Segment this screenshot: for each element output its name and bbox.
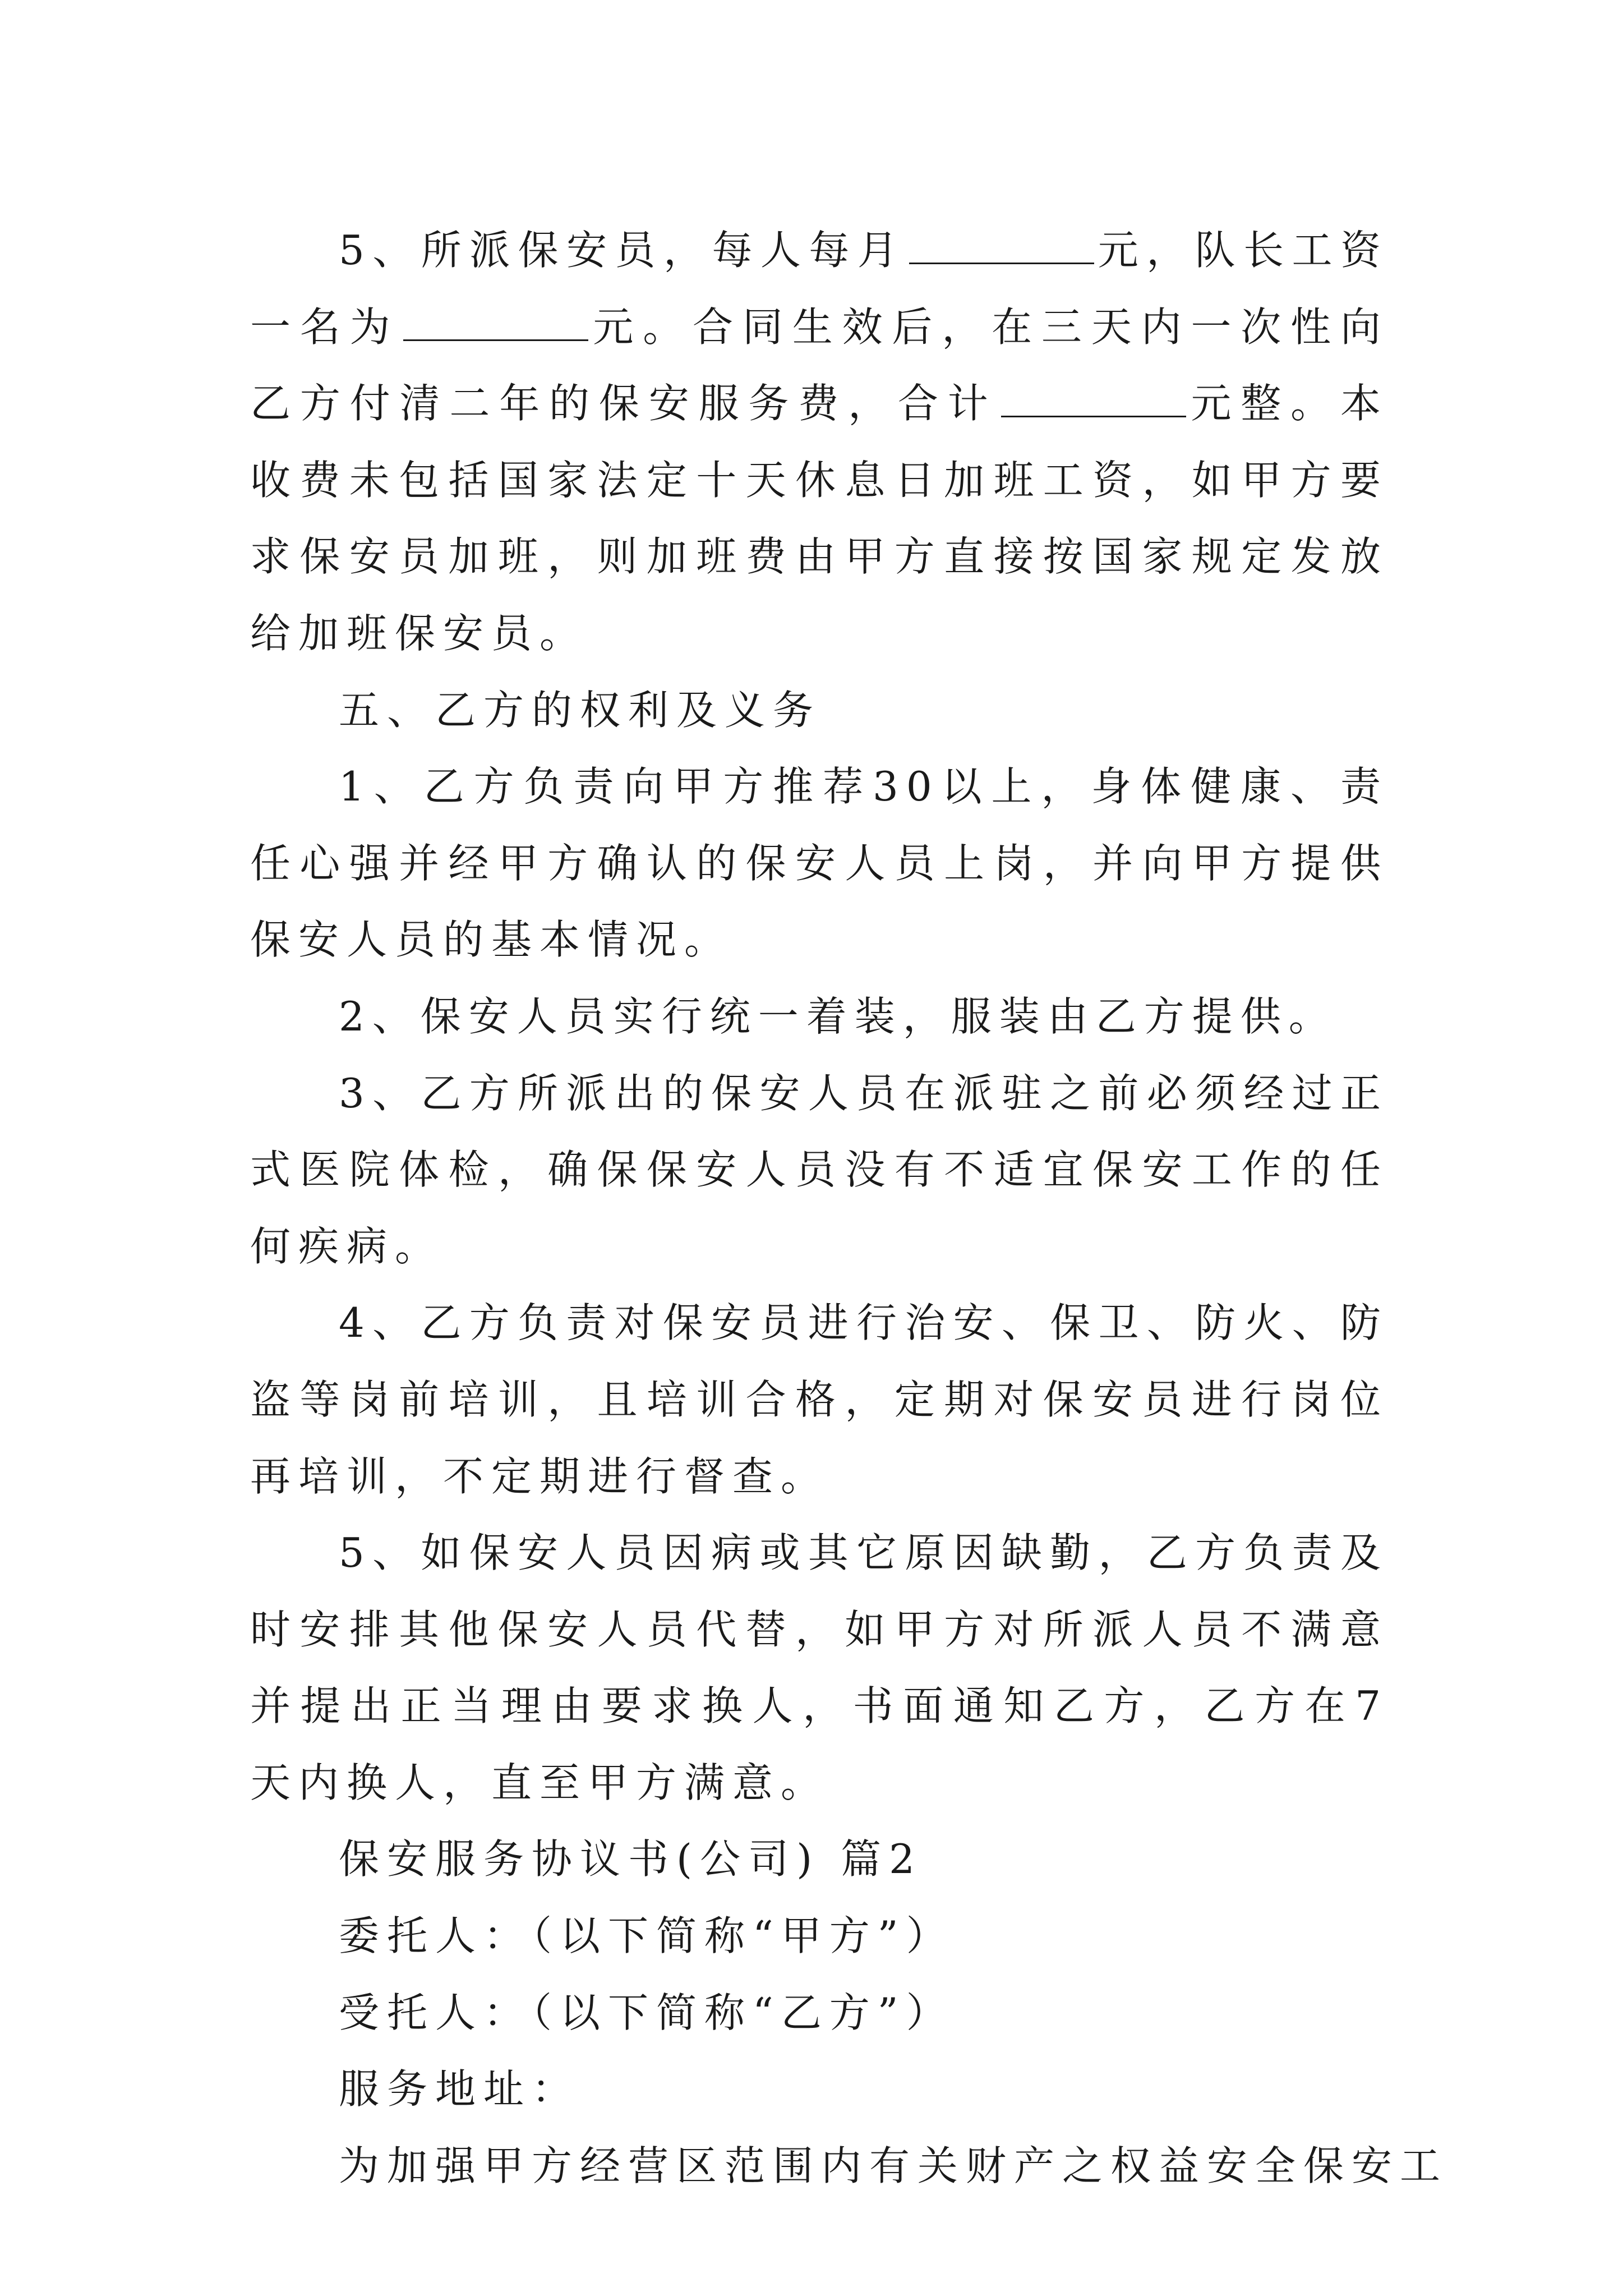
paragraph-item-1: 1、乙方负责向甲方推荐30以上，身体健康、责任心强并经甲方确认的保安人员上岗，并向甲方提供保安人员的基本情况。 [250,763,1389,964]
blank-captain-salary [403,308,588,341]
blank-total-fee [1001,384,1186,417]
paragraph-item-4: 4、乙方负责对保安员进行治安、保卫、防火、防盗等岗前培训，且培训合格，定期对保安员进行岗位再培训，不定期进行督查。 [250,1299,1389,1500]
paragraph-item-2: 2、保安人员实行统一着装，服装由乙方提供。 [339,992,1337,1040]
document-body [250,212,1449,2204]
agreement-title: 保安服务协议书(公司) 篇2 [339,1835,923,1883]
paragraph-fee-terms [250,212,1389,672]
fee-text-3: 元。合同生效后，在三天内一次性向乙方付清二年的保安服务费，合计 [250,303,1389,427]
client-line: 委托人：（以下简称“甲方”） [339,1912,955,1960]
section-heading-party-b: 五、乙方的权利及义务 [339,686,822,734]
blank-monthly-salary [909,231,1094,264]
trustee-line: 受托人：（以下简称“乙方”） [339,1989,955,2036]
paragraph-purpose: 为加强甲方经营区范围内有关财产之权益安全保安工 [339,2142,1449,2189]
fee-text-1: 5、所派保安员，每人每月 [339,227,906,274]
paragraph-item-5: 5、如保安人员因病或其它原因缺勤，乙方负责及时安排其他保安人员代替，如甲方对所派人员不满意并提出正当理由要求换人，书面通知乙方，乙方在7天内换人，直至甲方满意。 [250,1529,1389,1806]
fee-text-4: 元整。本收费未包括国家法定十天休息日加班工资，如甲方要求保安员加班，则加班费由甲方直接按国家规定发放给加班保安员。 [250,380,1389,657]
service-address-line: 服务地址： [339,2065,580,2113]
paragraph-item-3: 3、乙方所派出的保安人员在派驻之前必须经过正式医院体检，确保保安人员没有不适宜保安工作的任何疾病。 [250,1069,1389,1270]
fee-text-2: 元，队长工资一名为 [250,227,1389,351]
